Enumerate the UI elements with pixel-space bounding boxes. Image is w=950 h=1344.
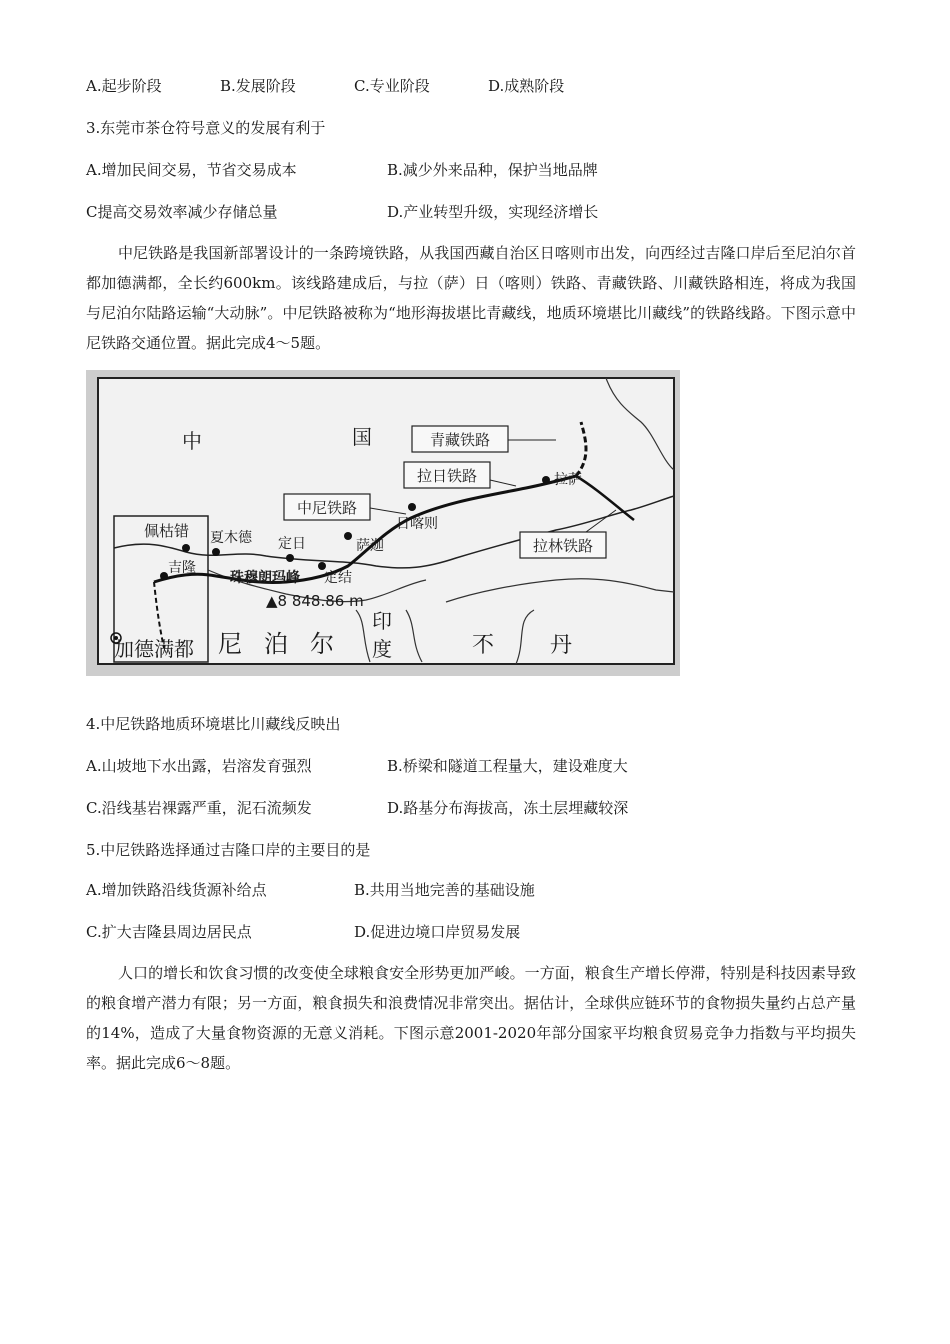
passage-food-security: 人口的增长和饮食习惯的改变使全球粮食安全形势更加严峻。一方面，粮食生产增长停滞，特别是科技因素导致的粮食增产潜力有限；另一方面，粮食损失和浪费情况非常突出。据估计，全球供应链环节的食物损失量约占总产量的14%，造成了大量食物资源的无意义消耗。下图示意2001-2020年部分国家平均粮食贸易竞争力指数与平均损失率。据此完成6～8题。 <box>86 964 856 1072</box>
label-bo: 泊 <box>264 630 288 658</box>
q4-option-d: D.路基分布海拔高，冻土层埋藏较深 <box>387 799 629 817</box>
q4-stem: 4.中尼铁路地质环境堪比川藏线反映出 <box>86 715 341 733</box>
q3-option-b: B.减少外来品种，保护当地品牌 <box>387 161 598 179</box>
q3-stem: 3.东莞市茶仓符号意义的发展有利于 <box>86 119 326 137</box>
label-lari-railway: 拉日铁路 <box>416 467 478 485</box>
sakya-dot <box>344 532 352 540</box>
label-du: 度 <box>372 637 392 661</box>
q2-option-d: D.成熟阶段 <box>488 77 565 95</box>
peikucuo-dot <box>182 544 190 552</box>
label-ni: 尼 <box>218 630 242 658</box>
label-guo: 国 <box>352 425 372 449</box>
q5-stem: 5.中尼铁路选择通过吉隆口岸的主要目的是 <box>86 841 371 859</box>
q2-option-a: A.起步阶段 <box>86 77 162 95</box>
dingri-dot <box>286 554 294 562</box>
label-kathmandu: 加德满都 <box>114 637 194 661</box>
q3-option-a: A.增加民间交易，节省交易成本 <box>86 161 297 179</box>
q5-option-b: B.共用当地完善的基础设施 <box>354 881 535 899</box>
label-qingzang-railway: 青藏铁路 <box>429 431 491 449</box>
label-bu: 不 <box>472 633 495 658</box>
q3-option-d: D.产业转型升级，实现经济增长 <box>387 203 599 221</box>
q4-option-c: C.沿线基岩裸露严重，泥石流频发 <box>86 799 312 817</box>
label-dan: 丹 <box>550 633 573 658</box>
label-zhong: 中 <box>182 429 202 453</box>
passage-china-nepal-railway: 中尼铁路是我国新部署设计的一条跨境铁路，从我国西藏自治区日喀则市出发，向西经过吉隆口岸后至尼泊尔首都加德满都，全长约600km。该线路建成后，与拉（萨）日（喀则）铁路、青藏铁路、川藏铁路相连，将成为我国与尼泊尔陆路运输“大动脉”。中尼铁路被称为“地形海拔堪比青藏线，地质环境堪比川藏线”的铁路线路。下图示意中尼铁路交通位置。据此完成4～5题。 <box>86 244 856 352</box>
q2-option-b: B.发展阶段 <box>220 77 296 95</box>
q2-option-c: C.专业阶段 <box>354 77 430 95</box>
label-xiamude: 夏木德 <box>210 530 252 546</box>
jilong-dot <box>160 572 168 580</box>
label-xigaze: 日喀则 <box>396 516 438 532</box>
q3-option-c: C提高交易效率减少存储总量 <box>86 203 278 221</box>
xiamude-dot <box>212 548 220 556</box>
label-er: 尔 <box>310 630 334 658</box>
label-dingjie: 定结 <box>324 570 352 586</box>
label-sakya: 萨迦 <box>356 538 384 554</box>
xigaze-dot <box>408 503 416 511</box>
label-yin: 印 <box>372 609 392 633</box>
q5-option-a: A.增加铁路沿线货源补给点 <box>86 881 267 899</box>
dingjie-dot <box>318 562 326 570</box>
label-dingri: 定日 <box>278 536 306 552</box>
label-zhongni-railway: 中尼铁路 <box>296 499 358 517</box>
railway-location-map <box>86 370 680 676</box>
q5-option-d: D.促进边境口岸贸易发展 <box>354 923 521 941</box>
label-lhasa: 拉萨 <box>554 472 582 488</box>
q4-option-a: A.山坡地下水出露，岩溶发育强烈 <box>86 757 312 775</box>
lhasa-dot <box>542 476 550 484</box>
label-everest-elevation: ▲8 848.86 m <box>266 592 364 610</box>
q5-option-c: C.扩大吉隆县周边居民点 <box>86 923 252 941</box>
q4-option-b: B.桥梁和隧道工程量大，建设难度大 <box>387 757 628 775</box>
label-lalin-railway: 拉林铁路 <box>532 537 594 555</box>
label-peikucuo: 佩枯错 <box>144 522 190 540</box>
label-jilong: 吉隆 <box>168 560 196 576</box>
label-everest: 珠穆朗玛峰 <box>230 570 300 586</box>
